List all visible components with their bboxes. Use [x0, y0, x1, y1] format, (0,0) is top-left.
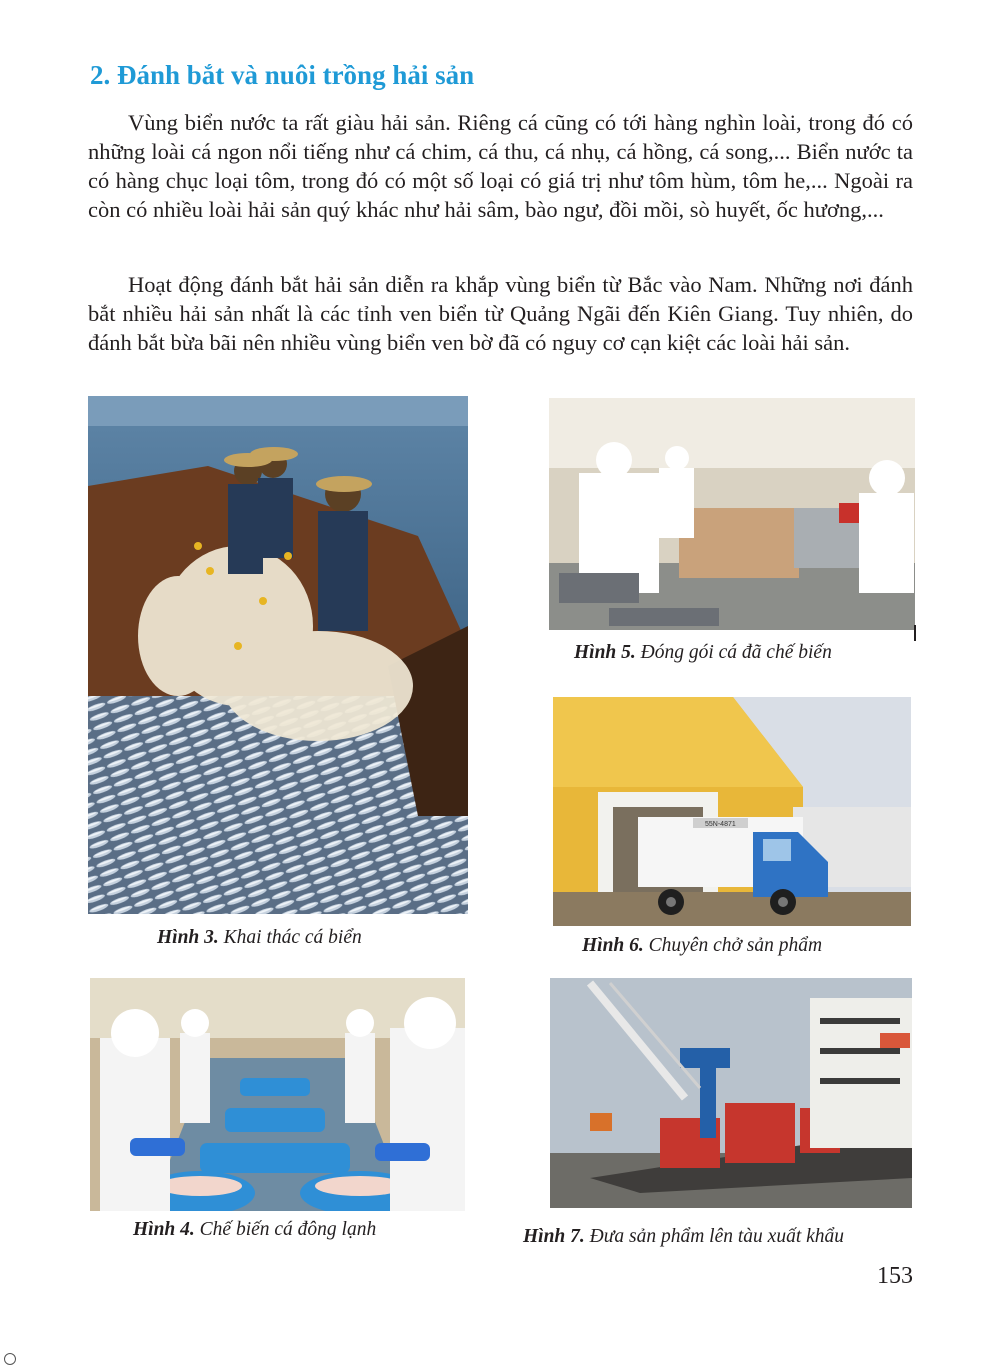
figure-6-text: Chuyên chở sản phẩm [648, 935, 823, 956]
figure-3-caption [157, 927, 362, 949]
figure-7-caption [523, 1226, 844, 1248]
figure-3-text: Khai thác cá biển [223, 927, 362, 948]
registration-mark-icon [4, 1353, 16, 1365]
figure-5-caption [574, 642, 832, 664]
figure-6-caption [582, 935, 822, 957]
figure-4-label: Hình 4. [133, 1219, 195, 1240]
figure-6-label: Hình 6. [582, 935, 644, 956]
ship-loading-photo [550, 978, 912, 1208]
figure-5-marker [914, 625, 916, 641]
truck-photo [553, 697, 911, 926]
figure-4-caption [133, 1219, 376, 1241]
figure-7-label: Hình 7. [523, 1226, 585, 1247]
figure-5-text: Đóng gói cá đã chế biến [640, 642, 832, 663]
truck-plate: 55N-4871 [705, 821, 736, 828]
fishing-photo [88, 396, 468, 914]
figure-4-text: Chế biến cá đông lạnh [199, 1219, 377, 1240]
page-number: 153 [877, 1263, 913, 1289]
packaging-photo [549, 398, 915, 630]
figure-5-label: Hình 5. [574, 642, 636, 663]
figure-7-text: Đưa sản phẩm lên tàu xuất khẩu [589, 1226, 845, 1247]
paragraph-seafood-resources: Vùng biển nước ta rất giàu hải sản. Riêng cá cũng có tới hàng nghìn loài, trong đó có những loài cá ngon nổi tiếng như cá chim, cá thu, cá nhụ, cá hồng, cá song,... Biển nước ta có hàng chục loại tôm, trong đó có một số loại có giá trị như tôm hùm, tôm he,... Ngoài ra còn có nhiều loài hải sản quý khác như hải sâm, bào ngư, đồi mồi, sò huyết, ốc hương,... [88, 110, 913, 222]
figure-3-label: Hình 3. [157, 927, 219, 948]
processing-photo [90, 978, 465, 1211]
section-heading: 2. Đánh bắt và nuôi trồng hải sản [90, 60, 475, 90]
paragraph-fishing-activity: Hoạt động đánh bắt hải sản diễn ra khắp vùng biển từ Bắc vào Nam. Những nơi đánh bắt nhiều hải sản nhất là các tỉnh ven biển từ Quảng Ngãi đến Kiên Giang. Tuy nhiên, do đánh bắt bừa bãi nên nhiều vùng biển ven bờ đã có nguy cơ cạn kiệt các loài hải sản. [88, 272, 913, 355]
